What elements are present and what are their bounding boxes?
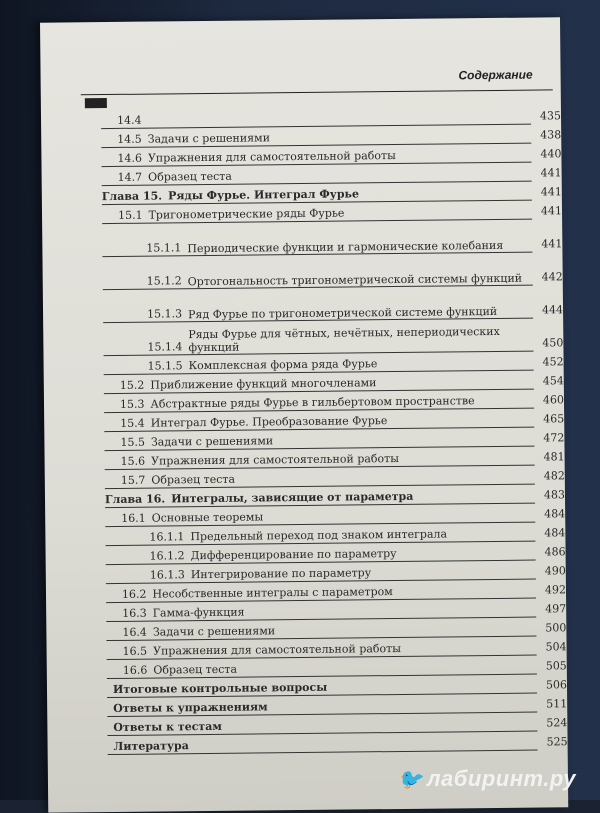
toc-entry-title: Упражнения для самостоятельной работы: [147, 149, 396, 165]
toc-entry-title: Приближение функций многочленами: [150, 376, 377, 392]
toc-entry-page: 454: [542, 374, 564, 388]
toc-entry-number: 15.1.5: [147, 359, 183, 373]
toc-entry-page: 484: [544, 507, 566, 521]
toc-entry-title: Периодические функции и гармонические колебания: [187, 238, 504, 256]
toc-entry-number: 15.2: [119, 378, 145, 392]
toc-entry-title: Основные теоремы: [151, 510, 264, 525]
toc-entry-page: 450: [542, 336, 564, 350]
toc-entry: [107, 697, 568, 718]
toc-entry-title: Задачи с решениями: [150, 434, 274, 449]
toc-entry-title: Итоговые контрольные вопросы: [112, 680, 328, 696]
toc-entry-number: 16.1: [121, 511, 146, 525]
toc-entry-page: 441: [541, 237, 563, 251]
toc-entry: [107, 640, 567, 661]
toc-entry: [101, 128, 562, 149]
toc-entry-title: Несобственные интегралы с параметром: [152, 585, 393, 601]
toc-entry: [105, 450, 565, 471]
toc-entry: [106, 621, 567, 642]
toc-entry-title: Образец теста: [153, 662, 238, 677]
header-marker: [85, 98, 107, 108]
toc-entry-title: Ответы к тестам: [113, 719, 222, 734]
toc-entry-number: 15.3: [119, 397, 145, 411]
toc-entry-page: 500: [545, 621, 567, 635]
toc-entry-number: 16.3: [122, 606, 147, 620]
toc-entry-number: 16.4: [122, 625, 147, 639]
toc-entry-page: 506: [545, 678, 568, 692]
toc-entry-title: Интеграл Фурье. Преобразование Фурье: [150, 414, 388, 430]
toc-entry-page: 511: [546, 697, 568, 711]
toc-entry-title: Абстрактные ряды Фурье в гильбертовом пространстве: [150, 394, 475, 411]
toc-entry-title: Литература: [113, 739, 189, 753]
toc-entry-page: 452: [542, 355, 564, 369]
toc-entry: [101, 185, 562, 206]
table-of-contents: [101, 109, 568, 759]
toc-entry-title: Упражнения для самостоятельной работы: [151, 451, 400, 468]
toc-entry-number: 15.1.2: [146, 274, 182, 288]
toc-entry-title: Задачи с решениями: [152, 624, 276, 639]
toc-entry-number: 15.5: [120, 435, 145, 449]
toc-entry-page: 525: [546, 735, 568, 749]
toc-entry-title: Дифференцирование по параметру: [190, 547, 397, 563]
toc-entry-number: 15.1: [117, 208, 143, 222]
toc-entry: [106, 583, 567, 604]
toc-entry: [107, 678, 568, 699]
toc-entry-page: 460: [542, 393, 565, 407]
toc-entry-page: 484: [544, 526, 566, 540]
toc-entry-title: Предельный переход под знаком интеграла: [190, 527, 448, 544]
toc-entry-number: 14.6: [117, 151, 143, 165]
toc-entry-title: Образец теста: [151, 472, 236, 487]
toc-entry-page: 441: [540, 166, 562, 180]
toc-entry: [103, 290, 564, 324]
toc-entry-number: 14.4: [116, 113, 142, 127]
toc-entry-page: 524: [546, 716, 568, 730]
toc-entry: [104, 488, 566, 509]
toc-entry-number: 15.7: [120, 473, 146, 487]
toc-entry: [104, 412, 565, 433]
toc-entry-page: 505: [545, 659, 567, 673]
toc-entry-page: 442: [541, 270, 563, 284]
toc-entry-number: 16.5: [122, 644, 148, 658]
toc-entry-title: Комплексная форма ряда Фурье: [188, 357, 378, 373]
toc-entry: [102, 204, 563, 225]
toc-entry-page: 497: [545, 602, 567, 616]
toc-entry-page: 441: [540, 185, 562, 199]
book-page: [40, 17, 568, 812]
toc-entry-title: Упражнения для самостоятельной работы: [153, 641, 402, 658]
toc-entry-title: Интегралы, зависящие от параметра: [171, 489, 414, 506]
toc-entry-title: Гамма-функция: [152, 605, 245, 620]
labirint-bird-icon: 🐦: [397, 769, 423, 791]
toc-entry: [103, 323, 564, 357]
toc-entry-number: 16.1.3: [149, 568, 185, 582]
toc-entry-number: 16.6: [122, 663, 148, 677]
toc-entry-page: 504: [545, 640, 567, 654]
toc-entry: [107, 716, 568, 737]
toc-entry: [106, 602, 567, 623]
toc-entry-number: 15.1.1: [146, 241, 182, 255]
toc-entry-title: Ряды Фурье для чётных, нечётных, непериодических функций: [188, 324, 500, 355]
toc-entry: [107, 659, 567, 680]
toc-entry: [105, 507, 566, 528]
watermark: [397, 766, 576, 792]
toc-entry-number: Глава 15.: [101, 189, 163, 204]
toc-entry: [102, 166, 562, 187]
toc-entry-page: 440: [540, 147, 562, 161]
toc-entry-page: 465: [543, 412, 565, 426]
toc-entry-page: 472: [543, 431, 565, 445]
toc-entry-number: 15.1.3: [147, 307, 183, 321]
watermark-text: лабиринт.ру: [426, 766, 576, 791]
toc-entry-page: 492: [544, 583, 567, 597]
toc-entry-number: 16.1.1: [149, 530, 185, 544]
toc-entry-page: 438: [540, 128, 562, 142]
toc-entry: [104, 431, 565, 452]
toc-entry: [106, 564, 566, 585]
toc-entry: [106, 545, 566, 566]
toc-entry-number: Глава 16.: [104, 492, 166, 507]
toc-entry-number: 16.1.2: [149, 549, 185, 563]
toc-entry-title: Ответы к упражнениям: [113, 700, 268, 715]
toc-entry-page: 481: [543, 450, 565, 464]
toc-entry-page: 486: [544, 545, 566, 559]
toc-entry-title: Ряд Фурье по тригонометрической системе функций: [188, 304, 498, 322]
toc-entry-page: 444: [541, 303, 564, 317]
toc-entry-page: 441: [540, 204, 563, 218]
toc-entry-number: 15.6: [120, 454, 146, 468]
toc-entry: [104, 393, 565, 414]
running-head: Содержание: [458, 67, 533, 83]
toc-entry: [108, 735, 568, 756]
toc-entry: [102, 224, 563, 258]
toc-entry-title: Ортогональность тригонометрической системы функций: [187, 271, 523, 289]
toc-entry: [104, 374, 564, 395]
toc-entry: [103, 257, 563, 291]
toc-entry-title: Интегрирование по параметру: [190, 566, 372, 582]
toc-entry-number: 15.4: [120, 416, 145, 430]
toc-entry: [105, 526, 566, 547]
toc-entry-page: 490: [544, 564, 566, 578]
toc-entry-number: 14.5: [117, 132, 142, 146]
toc-entry-title: Тригонометрические ряды Фурье: [148, 206, 345, 222]
toc-entry: [101, 109, 562, 130]
toc-entry: [105, 469, 565, 490]
toc-entry-number: 14.7: [117, 170, 143, 184]
toc-entry: [104, 355, 564, 376]
toc-entry-title: Образец теста: [148, 169, 232, 184]
toc-entry-number: 15.1.4: [147, 340, 183, 354]
toc-entry-number: 16.2: [121, 587, 147, 601]
toc-entry-page: 483: [543, 488, 566, 502]
toc-entry-page: 435: [539, 109, 562, 123]
toc-entry-title: Задачи с решениями: [147, 131, 271, 146]
toc-entry-title: [142, 124, 531, 128]
toc-entry-page: 482: [543, 469, 565, 483]
toc-entry-title: Ряды Фурье. Интеграл Фурье: [167, 187, 360, 203]
header-rule: [81, 89, 553, 95]
toc-entry: [101, 147, 562, 168]
